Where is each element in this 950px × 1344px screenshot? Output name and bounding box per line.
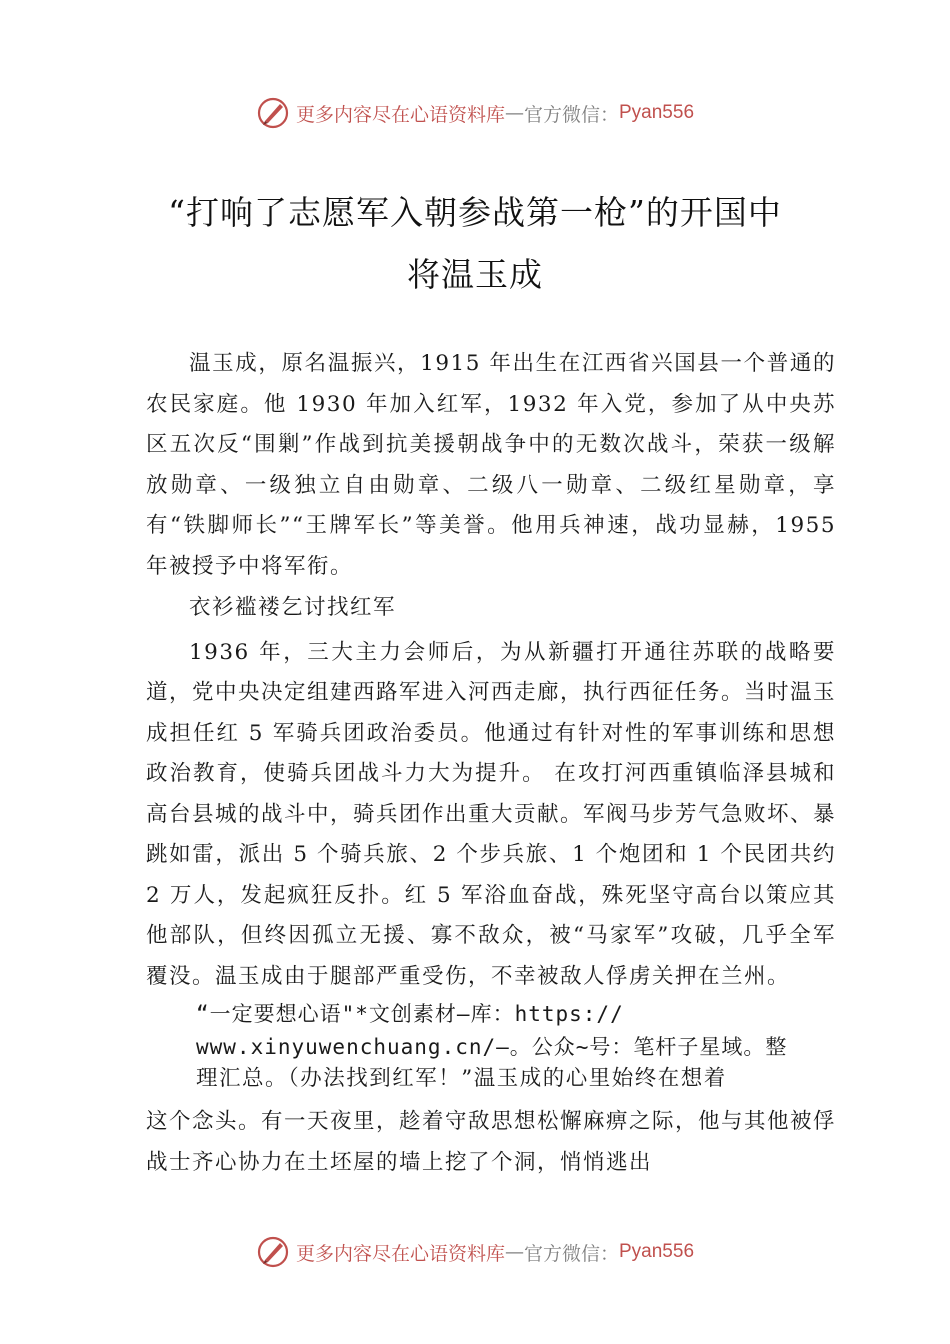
document-body: [146, 344, 836, 1183]
title-line-1: “打响了志愿军入朝参战第一枪”的开国中: [168, 193, 782, 232]
pen-logo-icon: [256, 96, 290, 130]
banner-wechat-id: Pyan556: [619, 1241, 695, 1262]
paragraph-intro: 温玉成，原名温振兴，1915 年出生在江西省兴国县一个普通的农民家庭。他 1930 年加入红军，1932 年入党，参加了从中央苏区五次反“围剿”作战到抗美援朝战争中的无数次战斗，荣获一级解放勋章、一级独立自由勋章、二级八一勋章、二级红星勋章，享有“铁脚师长”“王牌军长”等美誉。他用兵神速，战功显赫，1955 年被授予中将军衔。: [146, 351, 836, 579]
paragraph-watermark-line-2: www.xinyuwenchuang.cn/—。公众~号：笔杆子星域。整: [196, 1035, 788, 1059]
banner-wechat-label: 官方微信：: [523, 103, 619, 126]
banner-brand: 更多内容尽在心语资料库: [295, 103, 505, 126]
paragraph-west-route: 1936 年，三大主力会师后，为从新疆打开通往苏联的战略要道，党中央决定组建西路军进入河西走廊，执行西征任务。当时温玉成担任红 5 军骑兵团政治委员。他通过有针对性的军事训练和思想政治教育，使骑兵团战斗力大为提升。 在攻打河西重镇临泽县城和高台县城的战斗中，骑兵团作出重大贡献。军阀马步芳气急败坏、暴跳如雷，派出 5 个骑兵旅、2 个步兵旅、1 个炮团和 1 个民团共约 2 万人，发起疯狂反扑。红 5 军浴血奋战，殊死坚守高台以策应其他部队，但终因孤立无援、寡不敌众，被“马家军”攻破，几乎全军覆没。温玉成由于腿部严重受伤，不幸被敌人俘虏关押在兰州。: [146, 639, 837, 989]
banner-separator: —: [504, 1241, 524, 1263]
pen-logo-icon: [256, 1235, 290, 1269]
banner-wechat-id: Pyan556: [619, 102, 695, 123]
section-subheading: 衣衫褴褛乞讨找红军: [189, 595, 397, 620]
header-banner: [0, 96, 950, 130]
banner-separator: —: [504, 102, 524, 124]
paragraph-escape-line: 理汇总。（办法找到红军！”温玉成的心里始终在想着: [196, 1066, 727, 1091]
document-title: [120, 182, 830, 306]
banner-wechat-label: 官方微信：: [523, 1242, 619, 1265]
banner-brand: 更多内容尽在心语资料库: [295, 1242, 505, 1265]
footer-banner: [0, 1235, 950, 1269]
paragraph-escape-continued: 这个念头。有一天夜里，趁着守敌思想松懈麻痹之际，他与其他被俘战士齐心协力在土坯屋的墙上挖了个洞，悄悄逃出: [146, 1109, 837, 1175]
paragraph-watermark-line-1: “一定要想心语"*文创素材—库：https://: [196, 1002, 624, 1026]
title-line-2: 将温玉成: [407, 255, 543, 294]
